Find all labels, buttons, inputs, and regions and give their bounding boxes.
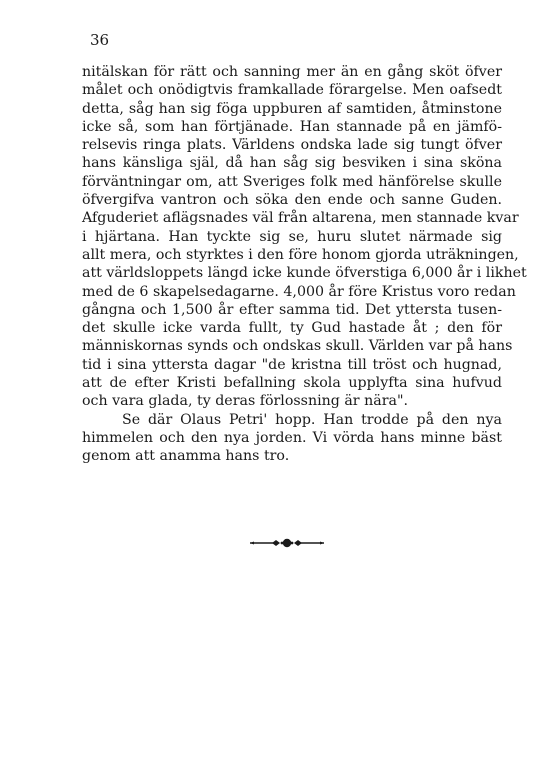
paragraph-2	[82, 411, 502, 466]
text-line: detta, såg han sig föga uppburen af samtiden, åtminstone	[82, 100, 502, 117]
text-line: med de 6 skapelsedagarne. 4,000 år före Kristus voro redan	[82, 283, 516, 300]
text-line: himmelen och den nya jorden. Vi vörda hans minne bäst	[82, 429, 502, 446]
text-line: målet och onödigtvis framkallade förargelse. Men oafsedt	[82, 82, 502, 99]
text-line: öfvergifva vantron och söka den ende och sanne Guden.	[82, 192, 502, 209]
body-text	[82, 63, 527, 466]
text-line: Se där Olaus Petri' hopp. Han trodde på den nya	[122, 411, 502, 428]
text-line: och vara glada, ty deras förlossning är nära".	[82, 393, 408, 410]
text-line: relsevis ringa plats. Världens ondska lade sig tungt öfver	[82, 137, 502, 154]
text-line: människornas synds och ondskas skull. Världen var på hans	[82, 338, 513, 355]
text-line: hans känsliga själ, då han såg sig besviken i sina sköna	[82, 155, 502, 172]
page-number: 36	[90, 31, 110, 49]
text-line: att de efter Kristi befallning skola upplyfta sina hufvud	[82, 375, 502, 392]
text-line: Afguderiet aflägsnades väl från altarena, men stannade kvar	[82, 210, 519, 227]
text-line: förväntningar om, att Sveriges folk med hänförelse skulle	[82, 173, 502, 190]
text-line: att världsloppets längd icke kunde öfverstiga 6,000 år i likhet	[82, 265, 527, 282]
text-line: nitälskan för rätt och sanning mer än en gång sköt öfver	[82, 64, 502, 80]
text-line: icke så, som han förtjänade. Han stannade på en jämfö-	[82, 118, 502, 135]
text-line: i hjärtana. Han tyckte sig se, huru slutet närmade sig	[82, 228, 502, 245]
text-line: gångna och 1,500 år efter samma tid. Det yttersta tusen-	[82, 301, 502, 318]
text-line: genom att anamma hans tro.	[82, 448, 290, 465]
fleuron-divider-icon	[248, 536, 326, 550]
paragraph-1	[82, 63, 527, 411]
text-line: tid i sina yttersta dagar "de kristna till tröst och hugnad,	[82, 356, 502, 373]
text-line: allt mera, och styrktes i den före honom gjorda uträkningen,	[82, 246, 519, 263]
text-line: det skulle icke varda fullt, ty Gud hastade åt ; den för	[82, 320, 502, 337]
